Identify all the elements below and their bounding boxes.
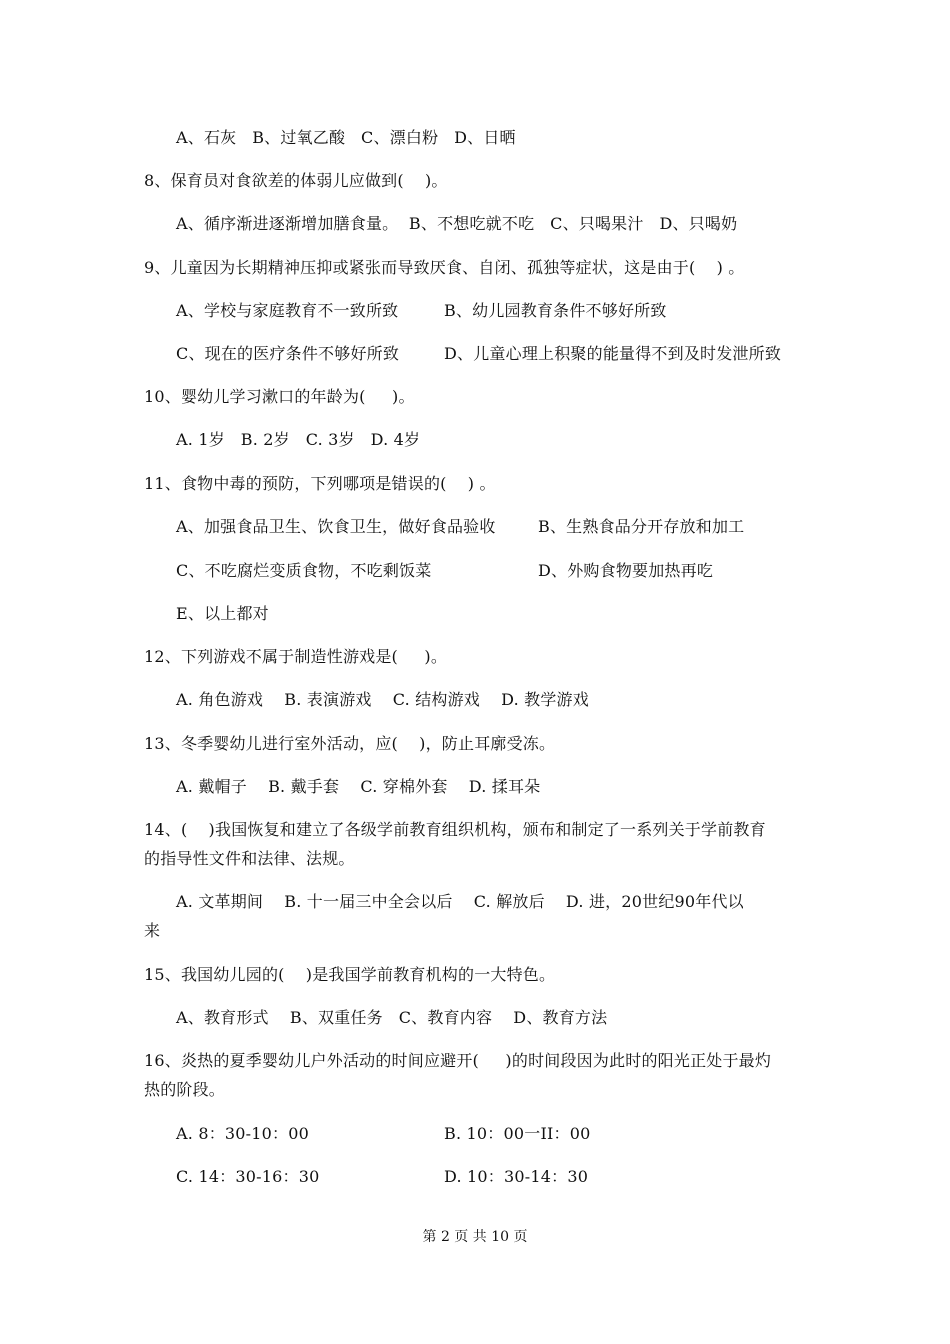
q11-option-c: C、不吃腐烂变质食物，不吃剩饭菜: [176, 561, 432, 580]
question-15: 15、我国幼儿园的( )是我国学前教育机构的一大特色。: [144, 965, 556, 984]
q9-option-d: D、儿童心理上积聚的能量得不到及时发泄所致: [444, 344, 782, 363]
page-footer: 第 2 页 共 10 页: [422, 1229, 528, 1245]
question-11: 11、食物中毒的预防，下列哪项是错误的( ) 。: [144, 474, 496, 493]
q9-option-b: B、幼儿园教育条件不够好所致: [444, 301, 667, 320]
q11-option-d: D、外购食物要加热再吃: [538, 561, 714, 580]
question-16: 16、炎热的夏季婴幼儿户外活动的时间应避开( )的时间段因为此时的阳光正处于最灼: [144, 1051, 772, 1070]
question-13: 13、冬季婴幼儿进行室外活动，应( )，防止耳廓受冻。: [144, 734, 556, 753]
q9-option-a: A、学校与家庭教育不一致所致: [176, 301, 399, 320]
question-14-cont: 的指导性文件和法律、法规。: [144, 849, 355, 868]
q16-option-b: B. 10：00一II：00: [444, 1124, 591, 1143]
question-9: 9、儿童因为长期精神压抑或紧张而导致厌食、自闭、孤独等症状，这是由于( ) 。: [144, 258, 745, 277]
q11-option-a: A、加强食品卫生、饮食卫生，做好食品验收: [176, 517, 496, 536]
q9-option-c: C、现在的医疗条件不够好所致: [176, 344, 400, 363]
question-12: 12、下列游戏不属于制造性游戏是( )。: [144, 647, 448, 666]
q16-option-a: A. 8：30-10：00: [176, 1124, 309, 1143]
q14-options: A. 文革期间 B. 十一届三中全会以后 C. 解放后 D. 进，20世纪90年代以: [176, 892, 744, 911]
q16-option-d: D. 10：30-14：30: [444, 1167, 589, 1186]
q11-option-e: E、以上都对: [176, 604, 269, 623]
question-10: 10、婴幼儿学习漱口的年龄为( )。: [144, 387, 415, 406]
question-8: 8、保育员对食欲差的体弱儿应做到( )。: [144, 171, 448, 190]
q13-options: A. 戴帽子 B. 戴手套 C. 穿棉外套 D. 揉耳朵: [176, 777, 541, 796]
question-14: 14、( )我国恢复和建立了各级学前教育组织机构，颁布和制定了一系列关于学前教育: [144, 820, 766, 839]
q15-options: A、教育形式 B、双重任务 C、教育内容 D、教育方法: [176, 1008, 608, 1027]
question-16-cont: 热的阶段。: [144, 1080, 226, 1099]
q14-options-cont: 来: [144, 921, 161, 940]
q8-options: A、循序渐进逐渐增加膳食量。 B、不想吃就不吃 C、只喝果汁 D、只喝奶: [176, 214, 738, 233]
q10-options: A. 1岁 B. 2岁 C. 3岁 D. 4岁: [176, 430, 421, 449]
q7-options: A、石灰 B、过氧乙酸 C、漂白粉 D、日晒: [176, 128, 516, 147]
q12-options: A. 角色游戏 B. 表演游戏 C. 结构游戏 D. 教学游戏: [176, 690, 589, 709]
q16-option-c: C. 14：30-16：30: [176, 1167, 320, 1186]
q11-option-b: B、生熟食品分开存放和加工: [538, 517, 745, 536]
